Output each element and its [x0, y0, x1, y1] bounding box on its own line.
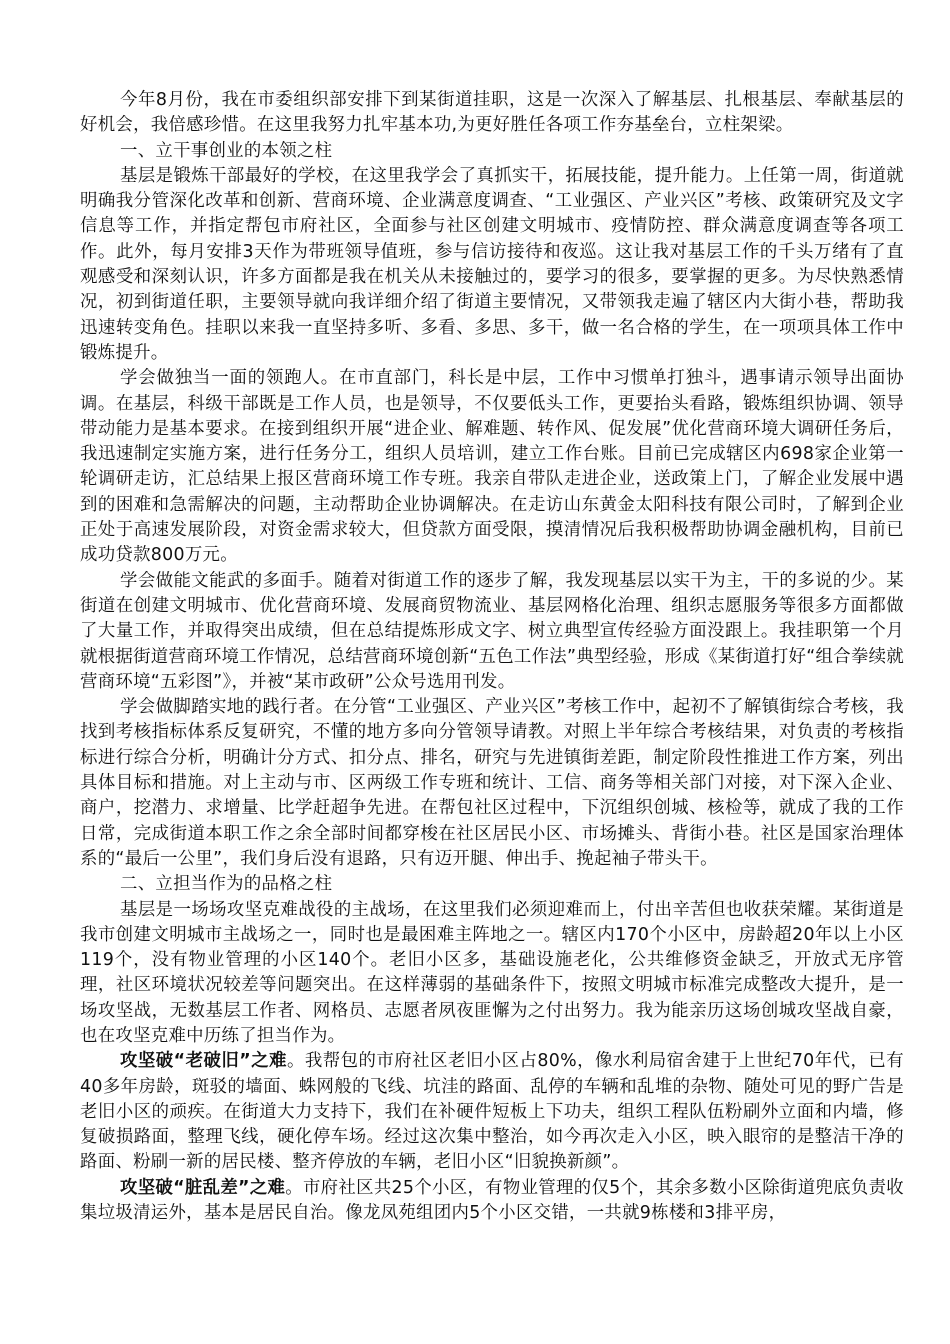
lead-phrase: 攻坚破“老破旧”之难 — [120, 1051, 287, 1072]
paragraph-body: 。市府社区共25个小区，有物业管理的仅5个，其余多数小区除街道兜底负责收集垃圾清运外，基本是居民自治。像龙凤苑组团内5个小区交错，一共就9栋楼和3排平房， — [80, 1177, 904, 1224]
paragraph-school: 基层是锻炼干部最好的学校，在这里我学会了真抓实干，拓展技能，提升能力。上任第一周，街道就明确我分管深化改革和创新、营商环境、企业满意度调查、“工业强区、产业兴区”考核、政策研究及文字信息等工作，并指定帮包市府社区，全面参与社区创建文明城市、疫情防控、群众满意度调查等各项工作。此外，每月安排3天作为带班领导值班，参与信访接待和夜巡。这让我对基层工作的千头万绪有了直观感受和深刻认识，许多方面都是我在机关从未接触过的，要学习的很多，要掌握的更多。为尽快熟悉情况，初到街道任职，主要领导就向我详细介绍了街道主要情况，又带领我走遍了辖区内大街小巷，帮助我迅速转变角色。挂职以来我一直坚持多听、多看、多思、多干，做一名合格的学生，在一项项具体工作中锻炼提升。 — [80, 165, 904, 363]
lead-phrase: 攻坚破“脏乱差”之难 — [120, 1177, 286, 1198]
paragraph-body: 。我帮包的市府社区老旧小区占80%，像水利局宿舍建于上世纪70年代，已有40多年房龄，斑驳的墙面、蛛网般的飞线、坑洼的路面、乱停的车辆和乱堆的杂物、随处可见的野广告是老旧小区的顽疾。在街道大力支持下，我们在补硬件短板上下功夫，组织工程队伍粉刷外立面和内墙，修复破损路面，整理飞线，硬化停车场。经过这次集中整治，如今再次走入小区，映入眼帘的是整洁干净的路面、粉刷一新的居民楼、整齐停放的车辆，老旧小区“旧貌换新颜”。 — [80, 1051, 904, 1173]
paragraph-battlefield: 基层是一场场攻坚克难战役的主战场，在这里我们必须迎难而上，付出辛苦但也收获荣耀。某街道是我市创建文明城市主战场之一，同时也是最困难主阵地之一。辖区内170个小区中，房龄超20年以上小区119个，没有物业管理的小区140个。老旧小区多，基础设施老化，公共维修资金缺乏，开放式无序管理，社区环境状况较差等问题突出。在这样薄弱的基础条件下，按照文明城市标准完成整改大提升，是一场攻坚战，无数基层工作者、网格员、志愿者夙夜匪懈为之付出努力。我为能亲历这场创城攻坚战自豪，也在攻坚克难中历练了担当作为。 — [80, 899, 904, 1046]
paragraph-versatile: 学会做能文能武的多面手。随着对街道工作的逐步了解，我发现基层以实干为主，干的多说的少。某街道在创建文明城市、优化营商环境、发展商贸物流业、基层网格化治理、组织志愿服务等很多方面都做了大量工作，并取得突出成绩，但在总结提炼形成文字、树立典型宣传经验方面没跟上。我挂职第一个月就根据街道营商环境工作情况，总结营商环境创新“五色工作法”典型经验，形成《某街道打好“组合拳续就营商环境“五彩图”》，并被“某市政研”公众号选用刊发。 — [80, 570, 905, 692]
paragraph-practitioner: 学会做脚踏实地的践行者。在分管“工业强区、产业兴区”考核工作中，起初不了解镇街综合考核，我找到考核指标体系反复研究，不懂的地方多向分管领导请教。对照上半年综合考核结果，对负责的考核指标进行综合分析，明确计分方式、扣分点、排名，研究与先进镇街差距，制定阶段性推进工作方案，列出具体目标和措施。对上主动与市、区两级工作专班和统计、工信、商务等相关部门对接，对下深入企业、商户，挖潜力、求增量、比学赶超争先进。在帮包社区过程中，下沉组织创城、核检等，就成了我的工作日常，完成街道本职工作之余全部时间都穿梭在社区居民小区、市场摊头、背街小巷。社区是国家治理体系的“最后一公里”，我们身后没有退路，只有迈开腿、伸出手、挽起袖子带头干。 — [80, 697, 904, 869]
paragraph-leader: 学会做独当一面的领跑人。在市直部门，科长是中层，工作中习惯单打独斗，遇事请示领导出面协调。在基层，科级干部既是工作人员，也是领导，不仅要低头工作，更要抬头看路，锻炼组织协调、领导带动能力是基本要求。在接到组织开展“进企业、解难题、转作风、促发展”优化营商环境大调研任务后，我迅速制定实施方案，进行任务分工，组织人员培训，建立工作台账。目前已完成辖区内698家企业第一轮调研走访，汇总结果上报区营商环境工作专班。我亲自带队走进企业，送政策上门，了解企业发展中遇到的困难和急需解决的问题，主动帮助企业协调解决。在走访山东黄金太阳科技有限公司时，了解到企业正处于高速发展阶段，对资金需求较大，但贷款方面受限，摸清情况后我积极帮助协调金融机构，目前已成功贷款800万元。 — [80, 368, 904, 566]
section-heading-1: 一、立干事创业的本领之柱 — [120, 140, 333, 161]
document-page — [0, 88, 950, 1226]
paragraph-dirty-messy — [0, 1176, 950, 1227]
section-heading-2: 二、立担当作为的品格之柱 — [120, 874, 333, 895]
paragraph-old-shabby — [0, 1049, 950, 1175]
paragraph-intro: 今年8月份，我在市委组织部安排下到某街道挂职，这是一次深入了解基层、扎根基层、奉献基层的好机会，我倍感珍惜。在这里我努力扎牢基本功,为更好胜任各项工作夯基垒台，立柱架梁。 — [80, 90, 904, 136]
